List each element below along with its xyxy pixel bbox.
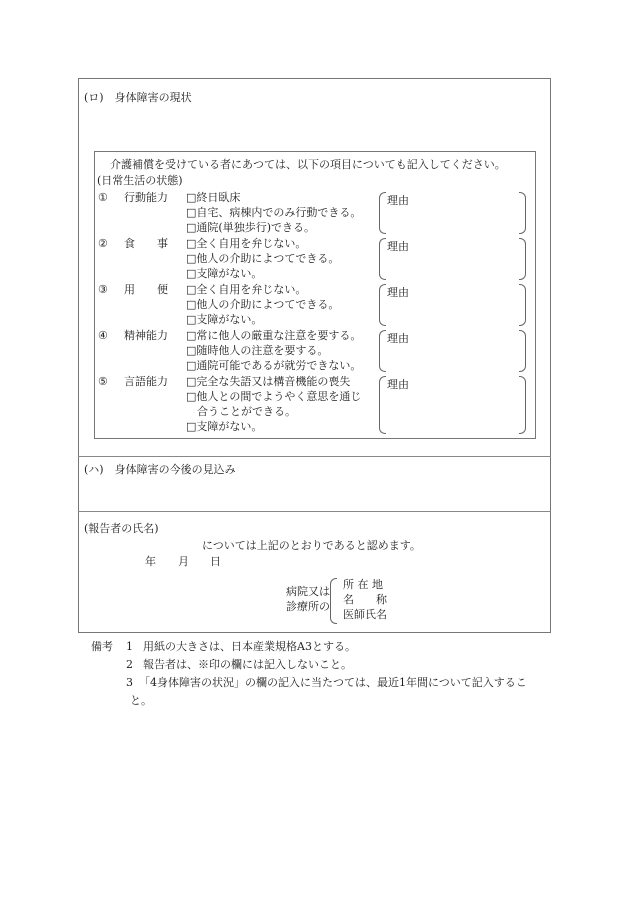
item-label: 精神能力	[124, 329, 168, 342]
item-label: 用 便	[124, 283, 168, 296]
section-prognosis-title: (ハ) 身体障害の今後の見込み	[84, 463, 236, 476]
option-checkbox[interactable]: □ 終日臥床	[186, 191, 240, 204]
item-number: ⑤	[98, 375, 108, 388]
note-text: 報告者は、※印の欄には記入しないこと。	[143, 658, 352, 671]
option-checkbox[interactable]: □ 他人の介助によつてできる。	[186, 252, 339, 265]
item-label: 食 事	[124, 237, 168, 250]
item-number: ②	[98, 237, 108, 250]
reason-label: 理由	[387, 286, 409, 299]
option-checkbox[interactable]: □ 支障がない。	[186, 313, 262, 326]
option-checkbox[interactable]: □ 支障がない。	[186, 420, 262, 433]
reason-label: 理由	[387, 332, 409, 345]
item-number: ③	[98, 283, 108, 296]
section-divider	[78, 511, 551, 512]
date-month-label: 月	[178, 555, 189, 568]
section-current-status-title: (ロ) 身体障害の現状	[84, 91, 192, 104]
option-continuation: 合うことができる。	[197, 405, 296, 418]
option-checkbox[interactable]: □ 他人の介助によつてできる。	[186, 298, 339, 311]
care-instruction: 介護補償を受けている者にあつては、以下の項目についても記入してください。	[110, 158, 506, 171]
option-checkbox[interactable]: □ 全く自用を弁じない。	[186, 283, 306, 296]
note-continuation: と。	[130, 694, 152, 707]
option-checkbox[interactable]: □ 自宅、病棟内でのみ行動できる。	[186, 206, 361, 219]
section-divider	[78, 456, 551, 457]
option-checkbox[interactable]: □ 通院(単独歩行)できる。	[186, 221, 315, 234]
reason-field[interactable]	[379, 284, 526, 326]
facility-name-label: 名 称	[343, 593, 387, 606]
reason-label: 理由	[387, 240, 409, 253]
date-year-label: 年	[145, 555, 156, 568]
facility-label-line1: 病院又は	[286, 585, 330, 598]
date-day-label: 日	[210, 555, 221, 568]
item-label: 言語能力	[124, 375, 168, 388]
note-number: 3	[126, 676, 133, 689]
option-checkbox[interactable]: □ 全く自用を弁じない。	[186, 237, 306, 250]
note-text: 用紙の大きさは、日本産業規格A3とする。	[143, 640, 356, 653]
option-checkbox[interactable]: □ 他人との間でようやく意思を通じ	[186, 390, 361, 403]
reason-field[interactable]	[379, 330, 526, 372]
option-checkbox[interactable]: □ 常に他人の厳重な注意を要する。	[186, 329, 361, 342]
reason-field[interactable]	[379, 238, 526, 280]
note-text: 「4身体障害の状況」の欄の記入に当たつては、最近1年間について記入するこ	[139, 676, 527, 689]
doctor-name-label: 医師氏名	[343, 608, 387, 621]
facility-address-label: 所 在 地	[343, 578, 383, 591]
option-checkbox[interactable]: □ 支障がない。	[186, 267, 262, 280]
facility-label-line2: 診療所の	[286, 600, 330, 613]
notes-heading: 備考	[91, 640, 113, 653]
option-checkbox[interactable]: □ 通院可能であるが就労できない。	[186, 359, 361, 372]
item-number: ①	[98, 191, 108, 204]
item-label: 行動能力	[124, 191, 168, 204]
reason-label: 理由	[387, 194, 409, 207]
daily-life-subtitle: (日常生活の状態)	[97, 174, 183, 187]
reason-label: 理由	[387, 378, 409, 391]
reason-field[interactable]	[379, 376, 526, 434]
note-number: 2	[126, 658, 133, 671]
option-checkbox[interactable]: □ 完全な失語又は構音機能の喪失	[186, 375, 350, 388]
item-number: ④	[98, 329, 108, 342]
note-number: 1	[126, 640, 133, 653]
option-checkbox[interactable]: □ 随時他人の注意を要する。	[186, 344, 328, 357]
reason-field[interactable]	[379, 192, 526, 234]
certification-statement: については上記のとおりであると認めます。	[202, 539, 421, 552]
brace-icon	[330, 578, 337, 624]
reporter-name-label: (報告者の氏名)	[84, 522, 159, 535]
